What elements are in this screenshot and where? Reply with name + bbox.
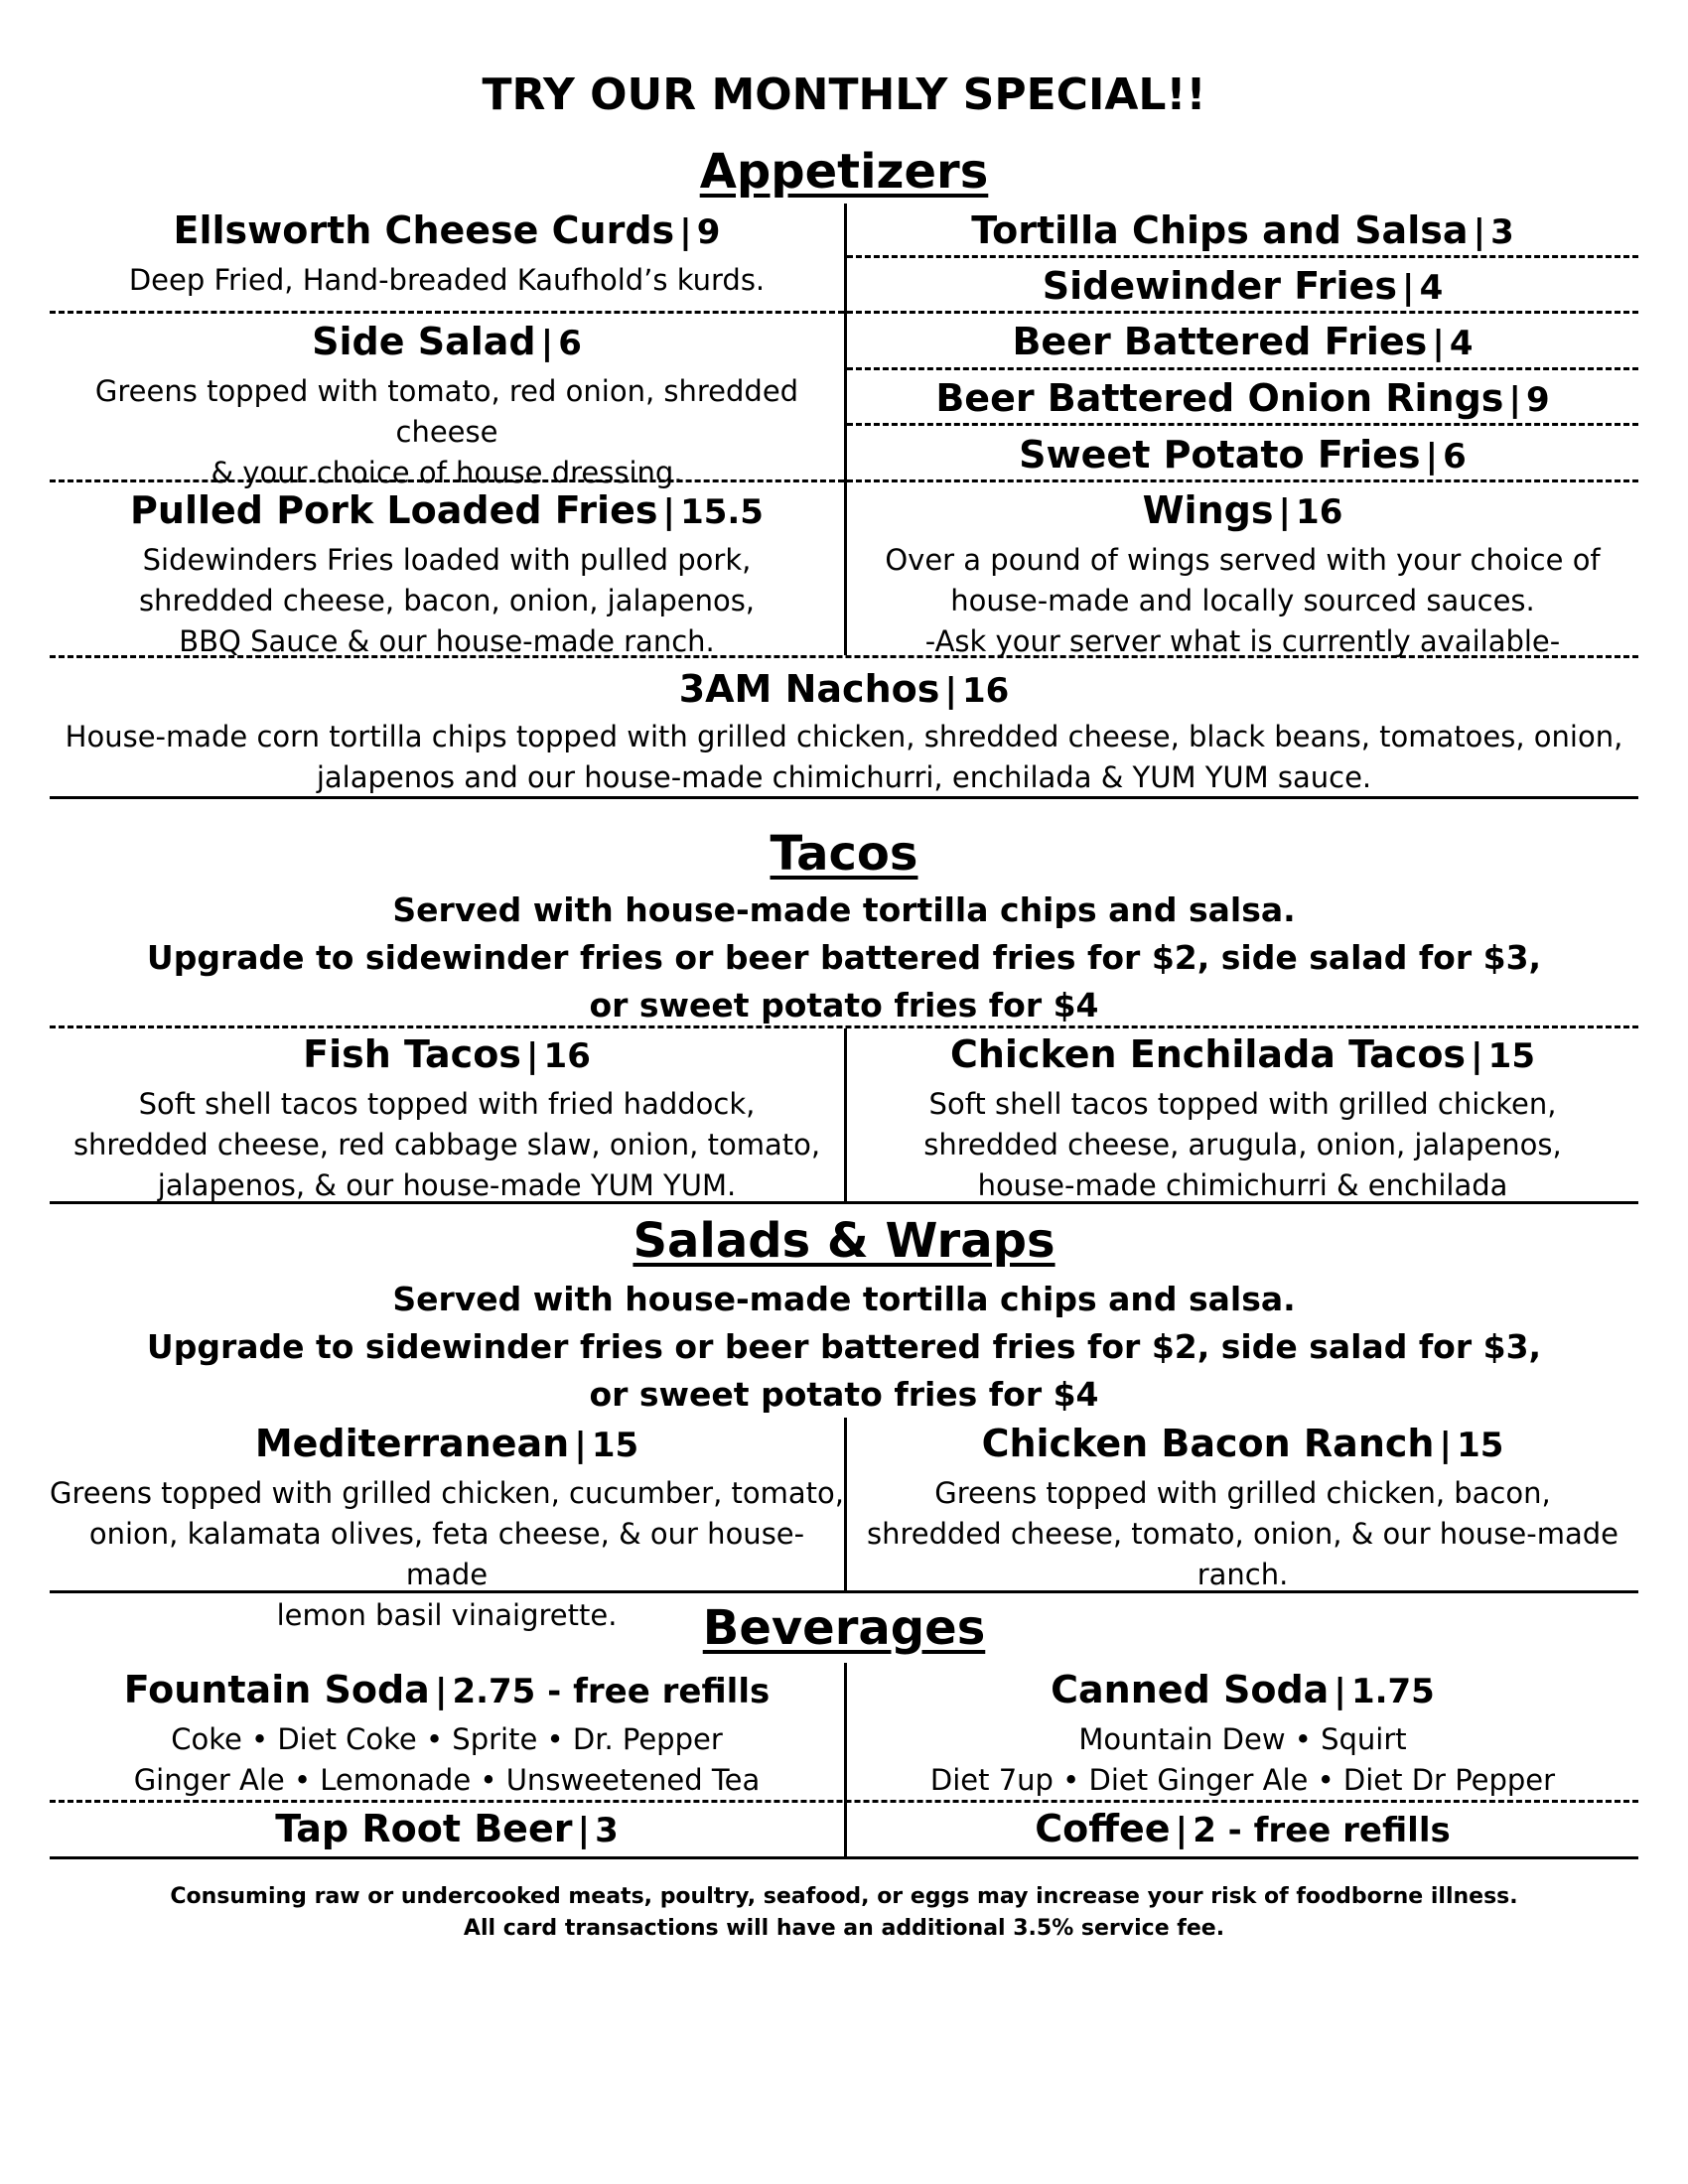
item-name: Beer Battered Fries — [1012, 320, 1428, 363]
item-name: Tap Root Beer — [275, 1807, 573, 1850]
description-line: House-made corn tortilla chips topped with grilled chicken, shredded cheese, black beans, tomatoes, onion, — [65, 720, 1623, 753]
separator: | — [1334, 1672, 1346, 1711]
item-chips-salsa — [847, 208, 1638, 252]
item-onion-rings — [847, 376, 1638, 420]
separator: | — [577, 1811, 590, 1850]
item-coffee — [847, 1807, 1638, 1850]
separator: | — [1439, 1426, 1452, 1465]
separator: | — [944, 671, 957, 711]
item-name: Beer Battered Onion Rings — [935, 376, 1504, 420]
item-price: 16 — [961, 671, 1010, 711]
item-nachos — [0, 667, 1688, 711]
separator: | — [1471, 1036, 1483, 1076]
item-name: Pulled Pork Loaded Fries — [130, 488, 658, 532]
description-line: Greens topped with grilled chicken, bacon, — [934, 1476, 1551, 1510]
item-price: 2 - free refills — [1193, 1811, 1451, 1850]
item-description — [50, 1719, 844, 1801]
item-description — [0, 717, 1688, 798]
description-line: Greens topped with tomato, red onion, shredded cheese — [94, 374, 799, 449]
item-price: 3 — [1490, 212, 1514, 252]
item-mediterranean — [50, 1422, 844, 1465]
item-chicken-bacon-ranch — [847, 1422, 1638, 1465]
separator: | — [1402, 268, 1415, 308]
item-description — [847, 1473, 1638, 1595]
dashed-divider — [847, 479, 1638, 482]
item-price: 15 — [1487, 1036, 1535, 1076]
item-price: 16 — [1296, 492, 1343, 532]
item-sidewinder-fries — [847, 264, 1638, 308]
section-note — [0, 1276, 1688, 1419]
item-fountain-soda — [50, 1668, 844, 1711]
separator: | — [1508, 380, 1521, 420]
item-name: Chicken Enchilada Tacos — [949, 1032, 1467, 1076]
item-loaded-fries — [50, 488, 844, 532]
item-name: Fish Tacos — [303, 1032, 521, 1076]
description-line: BBQ Sauce & our house-made ranch. — [179, 624, 715, 658]
item-fish-tacos — [50, 1032, 844, 1076]
description-line: Diet 7up • Diet Ginger Ale • Diet Dr Pepper — [929, 1763, 1556, 1797]
section-divider — [50, 1201, 1638, 1204]
separator: | — [679, 212, 692, 252]
description-line: shredded cheese, bacon, onion, jalapenos, — [138, 584, 756, 617]
item-sweet-potato-fries — [847, 433, 1638, 477]
item-beer-fries — [847, 320, 1638, 363]
item-name: Ellsworth Cheese Curds — [173, 208, 675, 252]
item-description — [50, 1084, 844, 1206]
item-description — [847, 540, 1638, 662]
item-canned-soda — [847, 1668, 1638, 1711]
item-price: 2.75 - free refills — [452, 1672, 771, 1711]
dashed-divider — [50, 311, 844, 314]
description-line: Ginger Ale • Lemonade • Unsweetened Tea — [133, 1763, 761, 1797]
section-title-tacos: Tacos — [770, 826, 918, 882]
description-line: onion, kalamata olives, feta cheese, & our house-made — [88, 1517, 805, 1591]
description-line: Greens topped with grilled chicken, cucumber, tomato, — [50, 1476, 844, 1510]
item-name: Sweet Potato Fries — [1019, 433, 1421, 477]
description-line: & your choice of house dressing. — [211, 456, 683, 489]
dashed-divider — [50, 479, 844, 482]
section-title-beverages: Beverages — [702, 1600, 986, 1656]
description-line: Coke • Diet Coke • Sprite • Dr. Pepper — [171, 1722, 723, 1756]
separator: | — [1278, 492, 1291, 532]
description-line: jalapenos and our house-made chimichurri, enchilada & YUM YUM sauce. — [316, 760, 1372, 794]
description-line: Soft shell tacos topped with grilled chicken, — [928, 1087, 1557, 1121]
item-price: 6 — [1443, 437, 1467, 477]
description-line: Mountain Dew • Squirt — [1078, 1722, 1407, 1756]
separator: | — [1473, 212, 1486, 252]
dashed-divider — [847, 255, 1638, 258]
item-name: Chicken Bacon Ranch — [981, 1422, 1435, 1465]
separator: | — [540, 324, 554, 363]
description-line: shredded cheese, arugula, onion, jalapenos, — [923, 1128, 1562, 1161]
description-line: ranch. — [1196, 1558, 1289, 1591]
description-line: jalapenos, & our house-made YUM YUM. — [157, 1168, 737, 1202]
note-line: Upgrade to sidewinder fries or beer battered fries for $2, side salad for $3, — [146, 1327, 1542, 1366]
separator: | — [434, 1672, 448, 1711]
item-price: 4 — [1449, 324, 1474, 363]
dashed-divider — [50, 655, 1638, 658]
item-price: 16 — [543, 1036, 591, 1076]
note-line: or sweet potato fries for $4 — [589, 986, 1099, 1024]
item-name: Coffee — [1035, 1807, 1171, 1850]
disclaimer-line: All card transactions will have an additional 3.5% service fee. — [463, 1916, 1225, 1941]
item-description — [847, 1719, 1638, 1801]
item-price: 15 — [591, 1426, 639, 1465]
footer-disclaimer — [0, 1881, 1688, 1945]
separator: | — [1425, 437, 1439, 477]
section-divider — [50, 1590, 1638, 1593]
page-title: TRY OUR MONTHLY SPECIAL!! — [482, 69, 1206, 120]
note-line: Served with house-made tortilla chips and salsa. — [392, 890, 1296, 929]
dashed-divider — [50, 1800, 1638, 1803]
item-price: 4 — [1419, 268, 1444, 308]
note-line: Served with house-made tortilla chips and salsa. — [392, 1280, 1296, 1318]
item-price: 1.75 — [1350, 1672, 1435, 1711]
item-price: 9 — [696, 212, 721, 252]
description-line: house-made and locally sourced sauces. — [950, 584, 1535, 617]
item-price: 9 — [1526, 380, 1550, 420]
item-wings — [847, 488, 1638, 532]
item-name: Sidewinder Fries — [1042, 264, 1397, 308]
section-title-salads: Salads & Wraps — [633, 1213, 1055, 1269]
disclaimer-line: Consuming raw or undercooked meats, poultry, seafood, or eggs may increase your risk of foodborne illness. — [170, 1884, 1518, 1909]
note-line: or sweet potato fries for $4 — [589, 1375, 1099, 1414]
item-price: 3 — [595, 1811, 619, 1850]
item-name: Wings — [1142, 488, 1274, 532]
separator: | — [574, 1426, 587, 1465]
separator: | — [1175, 1811, 1189, 1850]
section-divider — [50, 1856, 1638, 1859]
section-title-appetizers: Appetizers — [699, 144, 989, 200]
item-tap-root-beer — [50, 1807, 844, 1850]
description-line: Sidewinders Fries loaded with pulled pork, — [142, 543, 752, 577]
item-name: Mediterranean — [254, 1422, 570, 1465]
description-line: Over a pound of wings served with your choice of — [885, 543, 1601, 577]
description-line: house-made chimichurri & enchilada — [977, 1168, 1508, 1202]
item-description — [50, 540, 844, 662]
item-enchilada-tacos — [847, 1032, 1638, 1076]
section-note — [0, 887, 1688, 1029]
dashed-divider — [847, 311, 1638, 314]
description-line: Soft shell tacos topped with fried haddock, — [138, 1087, 756, 1121]
item-description: Deep Fried, Hand-breaded Kaufhold’s kurds. — [128, 263, 766, 297]
item-name: Side Salad — [312, 320, 536, 363]
separator: | — [526, 1036, 539, 1076]
item-name: 3AM Nachos — [678, 667, 940, 711]
dashed-divider — [847, 367, 1638, 370]
note-line: Upgrade to sidewinder fries or beer battered fries for $2, side salad for $3, — [146, 938, 1542, 977]
separator: | — [1432, 324, 1445, 363]
item-name: Canned Soda — [1051, 1668, 1330, 1711]
description-line: shredded cheese, tomato, onion, & our house-made — [866, 1517, 1618, 1551]
description-line: lemon basil vinaigrette. — [276, 1598, 618, 1632]
item-side-salad — [50, 320, 844, 363]
item-price: 15 — [1457, 1426, 1504, 1465]
dashed-divider — [847, 423, 1638, 426]
item-description — [50, 371, 844, 493]
item-description — [847, 1084, 1638, 1206]
separator: | — [662, 492, 675, 532]
item-cheese-curds — [50, 208, 844, 252]
description-line: -Ask your server what is currently available- — [924, 624, 1561, 658]
item-price: 6 — [558, 324, 582, 363]
item-name: Tortilla Chips and Salsa — [971, 208, 1469, 252]
item-price: 15.5 — [680, 492, 764, 532]
item-name: Fountain Soda — [123, 1668, 430, 1711]
description-line: shredded cheese, red cabbage slaw, onion, tomato, — [72, 1128, 821, 1161]
section-divider — [50, 796, 1638, 799]
